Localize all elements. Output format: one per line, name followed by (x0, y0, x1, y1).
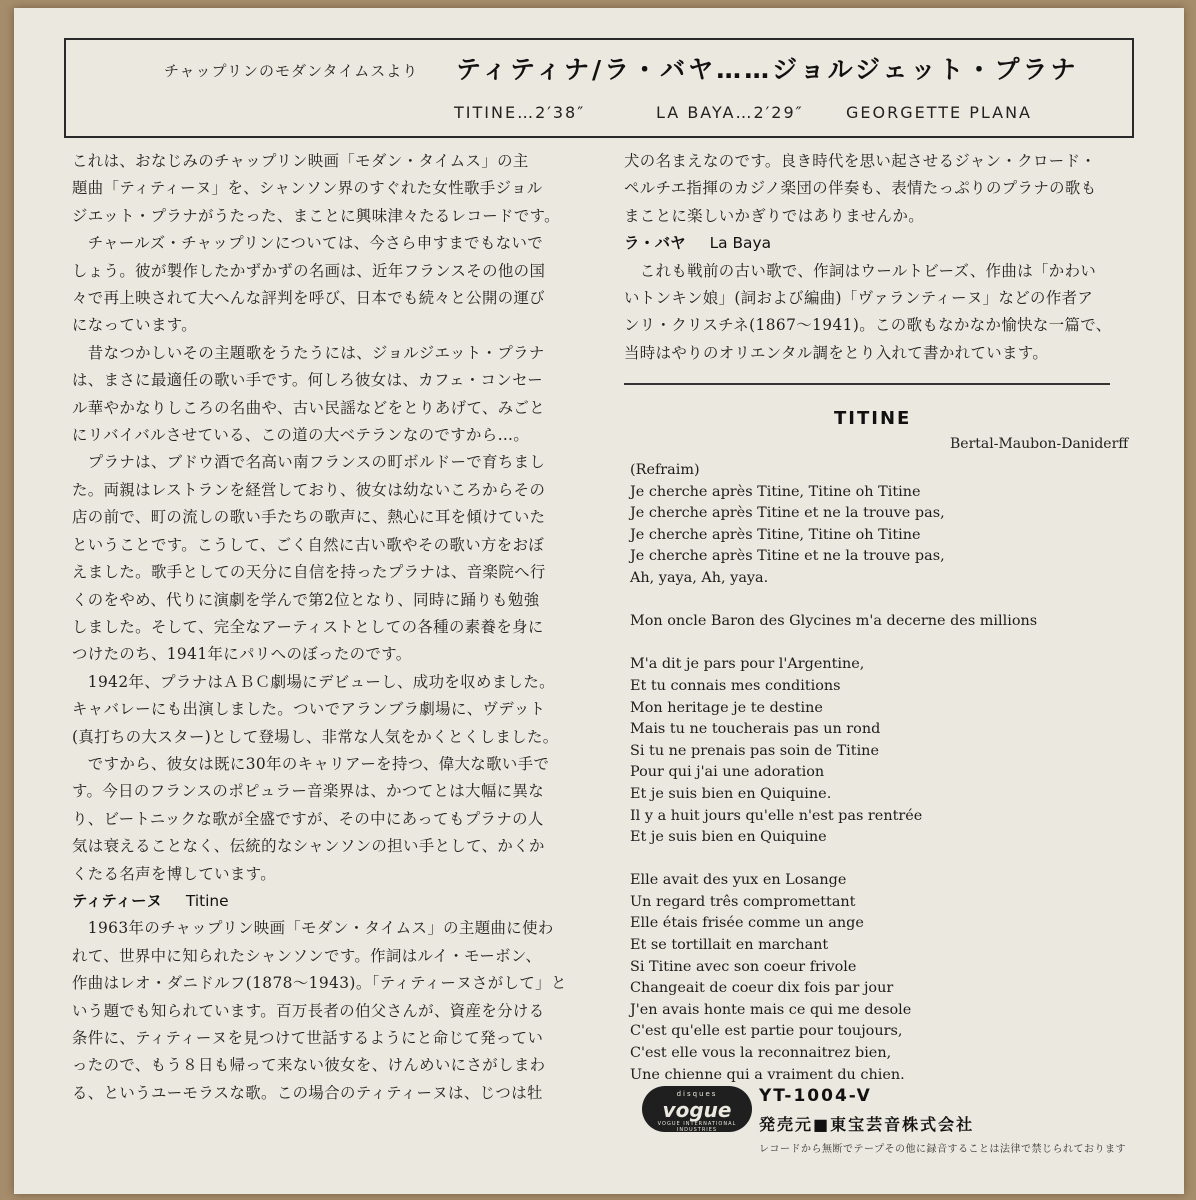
catalog-number: YT-1004-V (759, 1086, 872, 1106)
liner-notes-intro (72, 148, 602, 888)
text-line: れて、世界中に知られたシャンソンです。作詞はルイ・モーボン、 (72, 946, 542, 965)
lyrics-credit: Bertal-Maubon-Daniderff (950, 436, 1129, 452)
lyric-line: Il y a huit jours qu'elle n'est pas rentrée (630, 807, 923, 824)
text-line: しょう。彼が製作したかずかずの名画は、近年フランスその他の国 (72, 261, 546, 280)
text-line: た。両親はレストランを経営しており、彼女は幼ないころからその (72, 480, 546, 499)
lyric-line: Et je suis bien en Quiquine (630, 829, 827, 846)
lyric-line: Si tu ne prenais pas soin de Titine (630, 742, 879, 759)
lyric-line: Elle avait des yux en Losange (630, 872, 847, 889)
lyric-line: Mon oncle Baron des Glycines m'a decerne des millions (630, 613, 1038, 630)
lyric-line: Je cherche après Titine, Titine oh Titine (630, 526, 921, 543)
lyric-line: M'a dit je pars pour l'Argentine, (630, 656, 865, 673)
lyric-line: Je cherche après Titine, Titine oh Titine (630, 483, 921, 500)
lyric-line: Si Titine avec son coeur frivole (630, 958, 857, 975)
lyrics-verse-1 (630, 654, 1130, 848)
lyric-line: Elle étais frisée comme un ange (630, 915, 864, 932)
section-divider (624, 383, 1110, 385)
text-line: 題曲「ティティーヌ」を、シャンソン界のすぐれた女性歌手ジョル (72, 179, 543, 198)
vogue-logo (642, 1086, 752, 1132)
header-subtitle: チャップリンのモダンタイムスより (164, 62, 419, 80)
lyric-line: Et je suis bien en Quiquine. (630, 785, 832, 802)
left-column (72, 148, 602, 1107)
liner-notes-continued (624, 148, 1124, 230)
text-line: ジエット・プラナがうたった、まことに興味津々たるレコードです。 (72, 206, 560, 225)
lyric-line: Je cherche après Titine et ne la trouve pas, (630, 548, 945, 565)
text-line: チャールズ・チャップリンについては、今さら申すまでもないで (72, 234, 544, 253)
lyric-line: Ah, yaya, Ah, yaya. (630, 569, 769, 586)
track1-duration: TITINE…2′38″ (454, 103, 586, 122)
lyric-line: Un regard três compromettant (630, 893, 856, 910)
text-line: これは、おなじみのチャップリン映画「モダン・タイムス」の主 (72, 152, 529, 170)
lyric-line: Mais tu ne toucherais pas un rond (630, 721, 881, 738)
lyric-line: J'en avais honte mais ce qui me desole (630, 1001, 912, 1018)
text-line: ということです。こうして、ごく自然に古い歌やその歌い方をおぼ (72, 535, 545, 554)
labaya-heading (624, 230, 1124, 257)
header-title: ティティナ/ラ・バヤ……ジョルジェット・プラナ (456, 55, 1079, 84)
text-line: くのをやめ、代りに演劇を学んで第2位となり、同時に踊りも勉強 (72, 590, 540, 609)
text-line: ル華やかなりしころの名曲や、古い民謡などをとりあげて、みごと (72, 398, 546, 417)
lyric-line: Je cherche après Titine et ne la trouve pas, (630, 505, 945, 522)
text-line: 条件に、ティティーヌを見つけて世話するようにと命じて発ってい (72, 1029, 544, 1047)
text-line: にリバイバルさせている、この道の大ベテランなのですから…。 (72, 426, 530, 445)
text-line: いう題でも知られています。百万長者の伯父さんが、資産を分ける (72, 1001, 545, 1020)
text-line: プラナは、ブドウ酒で名高い南フランスの町ボルドーで育ちまし (72, 453, 546, 472)
text-line: くたる名声を博しています。 (72, 864, 277, 883)
text-line: つけたのち、1941年にパリへのぼったのです。 (72, 645, 412, 664)
liner-notes-titine (72, 915, 602, 1107)
legal-notice: レコードから無断でテープその他に録音することは法律で禁じられております (759, 1144, 1126, 1155)
titine-heading-latin: Titine (185, 891, 229, 910)
right-column (624, 148, 1124, 367)
text-line: いトンキン娘」(詞および編曲)「ヴァランティーヌ」などの作者ア (624, 289, 1094, 308)
lyrics-verse-intro (630, 611, 1130, 633)
text-line: 々で再上映されて大へんな評判を呼び、日本でも続々と公開の運び (72, 289, 546, 308)
text-line: まことに楽しいかぎりではありませんか。 (624, 206, 925, 225)
titine-heading-jp: ティティーヌ (72, 891, 162, 910)
lyric-line: Changeait de coeur dix fois par jour (630, 980, 894, 997)
sleeve-sheet (14, 8, 1184, 1194)
lyric-line: Mon heritage je te destine (630, 699, 823, 716)
track2-duration: LA BAYA…2′29″ (656, 103, 804, 122)
logo-top-text: disques (676, 1090, 718, 1098)
lyrics-song-title: TITINE (834, 408, 912, 429)
text-line: り、ビートニックな歌が全盛ですが、その中にあってもプラナの人 (72, 809, 544, 828)
text-line: ンリ・クリスチネ(1867〜1941)。この歌もなかなか愉快な一篇で、 (624, 316, 1112, 335)
labaya-heading-latin: La Baya (709, 234, 772, 253)
lyrics-refrain (630, 460, 1130, 590)
lyric-line: (Refraim) (630, 462, 700, 478)
lyric-line: Et se tortillait en marchant (630, 937, 829, 954)
text-line: 昔なつかしいその主題歌をうたうには、ジョルジエット・プラナ (72, 343, 545, 362)
publisher: 発売元■東宝芸音株式会社 (759, 1115, 975, 1134)
text-line: は、まさに最適任の歌い手です。何しろ彼女は、カフェ・コンセー (72, 371, 544, 390)
text-line: る、というユーモラスな歌。この場合のティティーヌは、じつは牡 (72, 1083, 543, 1102)
titine-heading (72, 888, 602, 915)
text-line: 気は衰えることなく、伝統的なシャンソンの担い手として、かくか (72, 837, 545, 856)
text-line: ですから、彼女は既に30年のキャリアーを持つ、偉大な歌い手で (72, 754, 550, 773)
logo-bottom-text: VOGUE INTERNATIONAL INDUSTRIES (657, 1121, 737, 1133)
lyric-line: Et tu connais mes conditions (630, 677, 841, 694)
text-line: す。今日のフランスのポピュラー音楽界は、かつてとは大幅に異な (72, 782, 545, 801)
text-line: 1942年、プラナはＡＢＣ劇場にデビューし、成功を収めました。 (72, 672, 555, 691)
text-line: 犬の名まえなのです。良き時代を思い起させるジャン・クロード・ (624, 152, 1097, 170)
text-line: 当時はやりのオリエンタル調をとり入れて書かれています。 (624, 343, 1049, 362)
artist-name: GEORGETTE PLANA (846, 103, 1032, 122)
text-line: ったので、もう８日も帰って来ない彼女を、けんめいにさがしまわ (72, 1056, 546, 1075)
lyric-line: C'est qu'elle est partie pour toujours, (630, 1023, 903, 1040)
text-line: 作曲はレオ・ダニドルフ(1878〜1943)。「ティティーヌさがして」と (72, 974, 567, 993)
labaya-heading-jp: ラ・バヤ (624, 234, 686, 253)
text-line: (真打ちの大スター)として登場し、非常な人気をかくとくしました。 (72, 727, 559, 746)
lyric-line: C'est elle vous la reconnaitrez bien, (630, 1045, 892, 1062)
lyrics (630, 460, 1130, 1086)
lyric-line: Pour qui j'ai une adoration (630, 764, 825, 781)
text-line: しました。そして、完全なアーティストとしての各種の素養を身に (72, 617, 544, 636)
title-box (64, 38, 1134, 138)
lyric-line: Une chienne qui a vraiment du chien. (630, 1066, 905, 1083)
lyrics-verse-2 (630, 870, 1130, 1086)
liner-notes-labaya (624, 258, 1124, 368)
text-line: これも戦前の古い歌で、作詞はウールトビーズ、作曲は「かわい (624, 261, 1097, 280)
text-line: キャバレーにも出演しました。ついでアランブラ劇場に、ヴデット (72, 700, 546, 719)
text-line: えました。歌手としての天分に自信を持ったプラナは、音楽院へ行 (72, 563, 546, 582)
text-line: になっています。 (72, 316, 198, 335)
text-line: 店の前で、町の流しの歌い手たちの歌声に、熱心に耳を傾けていた (72, 508, 546, 527)
text-line: 1963年のチャップリン映画「モダン・タイムス」の主題曲に使わ (72, 919, 554, 938)
text-line: ペルチエ指揮のカジノ楽団の伴奏も、表情たっぷりのプラナの歌も (624, 179, 1097, 198)
logo-main-text: vogue (662, 1098, 732, 1122)
